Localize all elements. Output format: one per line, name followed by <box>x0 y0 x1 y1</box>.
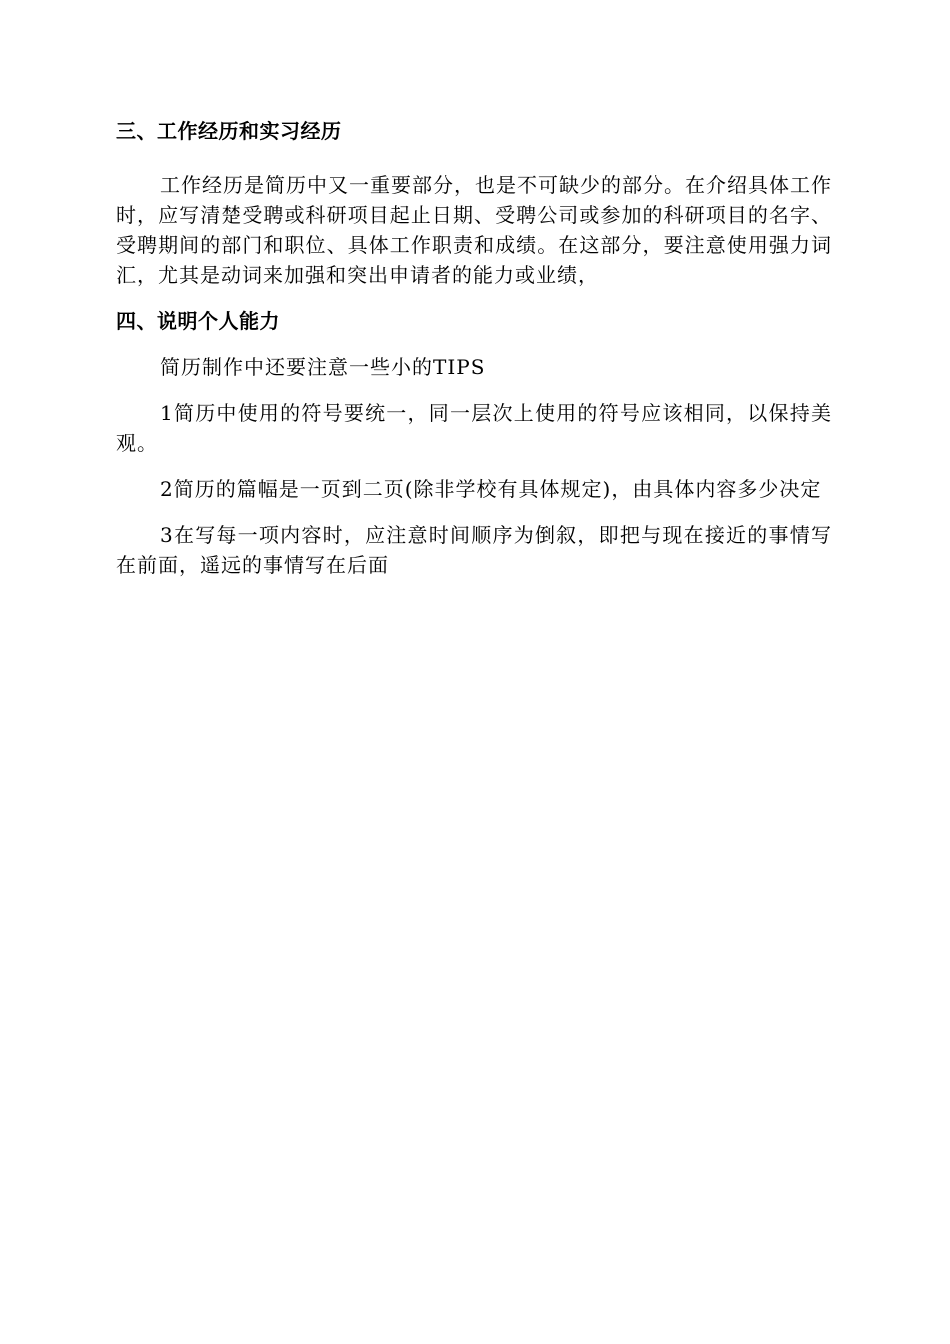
paragraph-work-experience: 工作经历是简历中又一重要部分，也是不可缺少的部分。在介绍具体工作时，应写清楚受聘或科研项目起止日期、受聘公司或参加的科研项目的名字、受聘期间的部门和职位、具体工作职责和成绩。在这部分，要注意使用强力词汇，尤其是动词来加强和突出申请者的能力或业绩， <box>116 173 832 287</box>
paragraph-tip-3: 3在写每一项内容时，应注意时间顺序为倒叙，即把与现在接近的事情写在前面，遥远的事情写在后面 <box>116 523 832 577</box>
section-heading-work-experience: 三、工作经历和实习经历 <box>116 119 342 143</box>
section-heading-personal-ability: 四、说明个人能力 <box>116 309 280 333</box>
document-body <box>116 116 832 580</box>
paragraph-tip-2: 2简历的篇幅是一页到二页(除非学校有具体规定)，由具体内容多少决定 <box>160 477 822 501</box>
paragraph-tips-intro: 简历制作中还要注意一些小的TIPS <box>160 355 486 379</box>
paragraph-tip-1: 1简历中使用的符号要统一，同一层次上使用的符号应该相同，以保持美观。 <box>116 401 832 455</box>
